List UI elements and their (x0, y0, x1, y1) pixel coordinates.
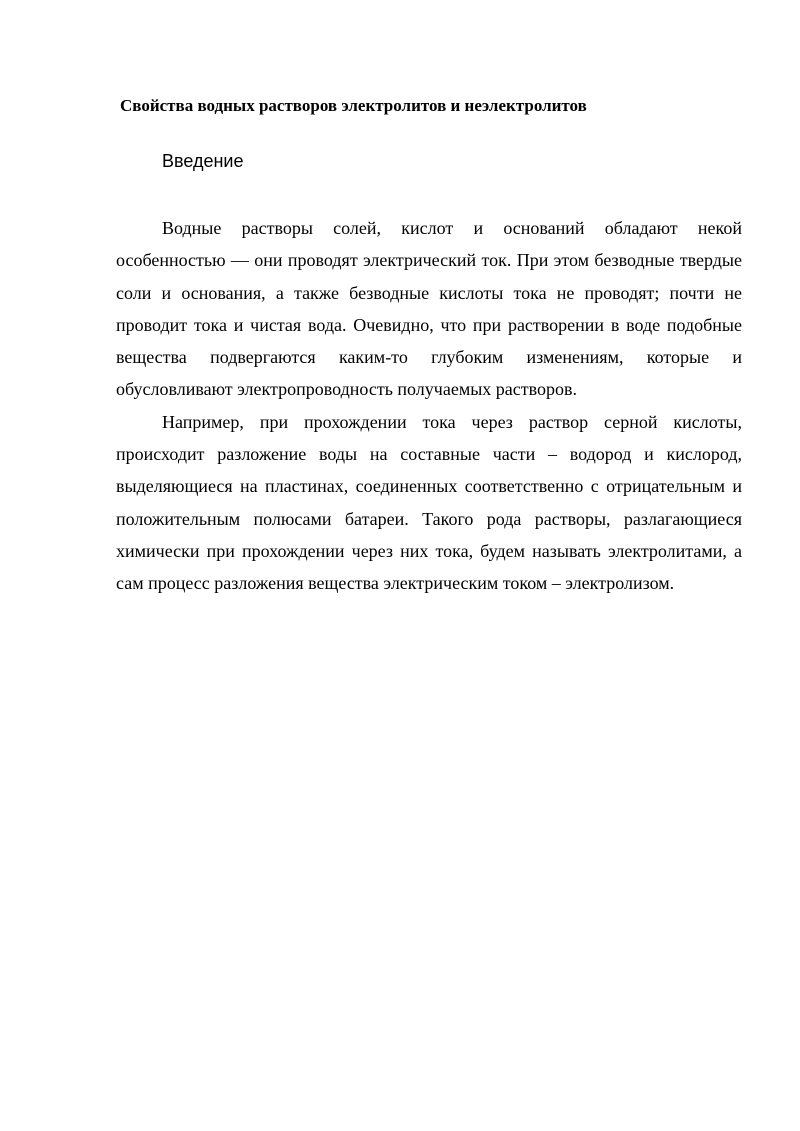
paragraph-1: Водные растворы солей, кислот и оснований обладают некой особенностью — они проводят электрический ток. При этом безводные твердые соли и основания, а также безводные кислоты тока не проводят; почти не проводит тока и чистая вода. Очевидно, что при растворении в воде подобные вещества подвергаются каким-то глубоким изменениям, которые и обусловливают электропроводность получаемых растворов. (116, 218, 742, 400)
paragraph-2: Например, при прохождении тока через раствор серной кислоты, происходит разложение воды на составные части – водород и кислород, выделяющиеся на пластинах, соединенных соответственно с отрицательным и положительным полюсами батареи. Такого рода растворы, разлагающиеся химически при прохождении через них тока, будем называть электролитами, а сам процесс разложения вещества электрическим током – электролизом. (116, 411, 742, 594)
document-title: Свойства водных растворов электролитов и неэлектролитов (120, 96, 587, 115)
section-heading-introduction: Введение (162, 151, 244, 171)
document-body (116, 212, 742, 600)
